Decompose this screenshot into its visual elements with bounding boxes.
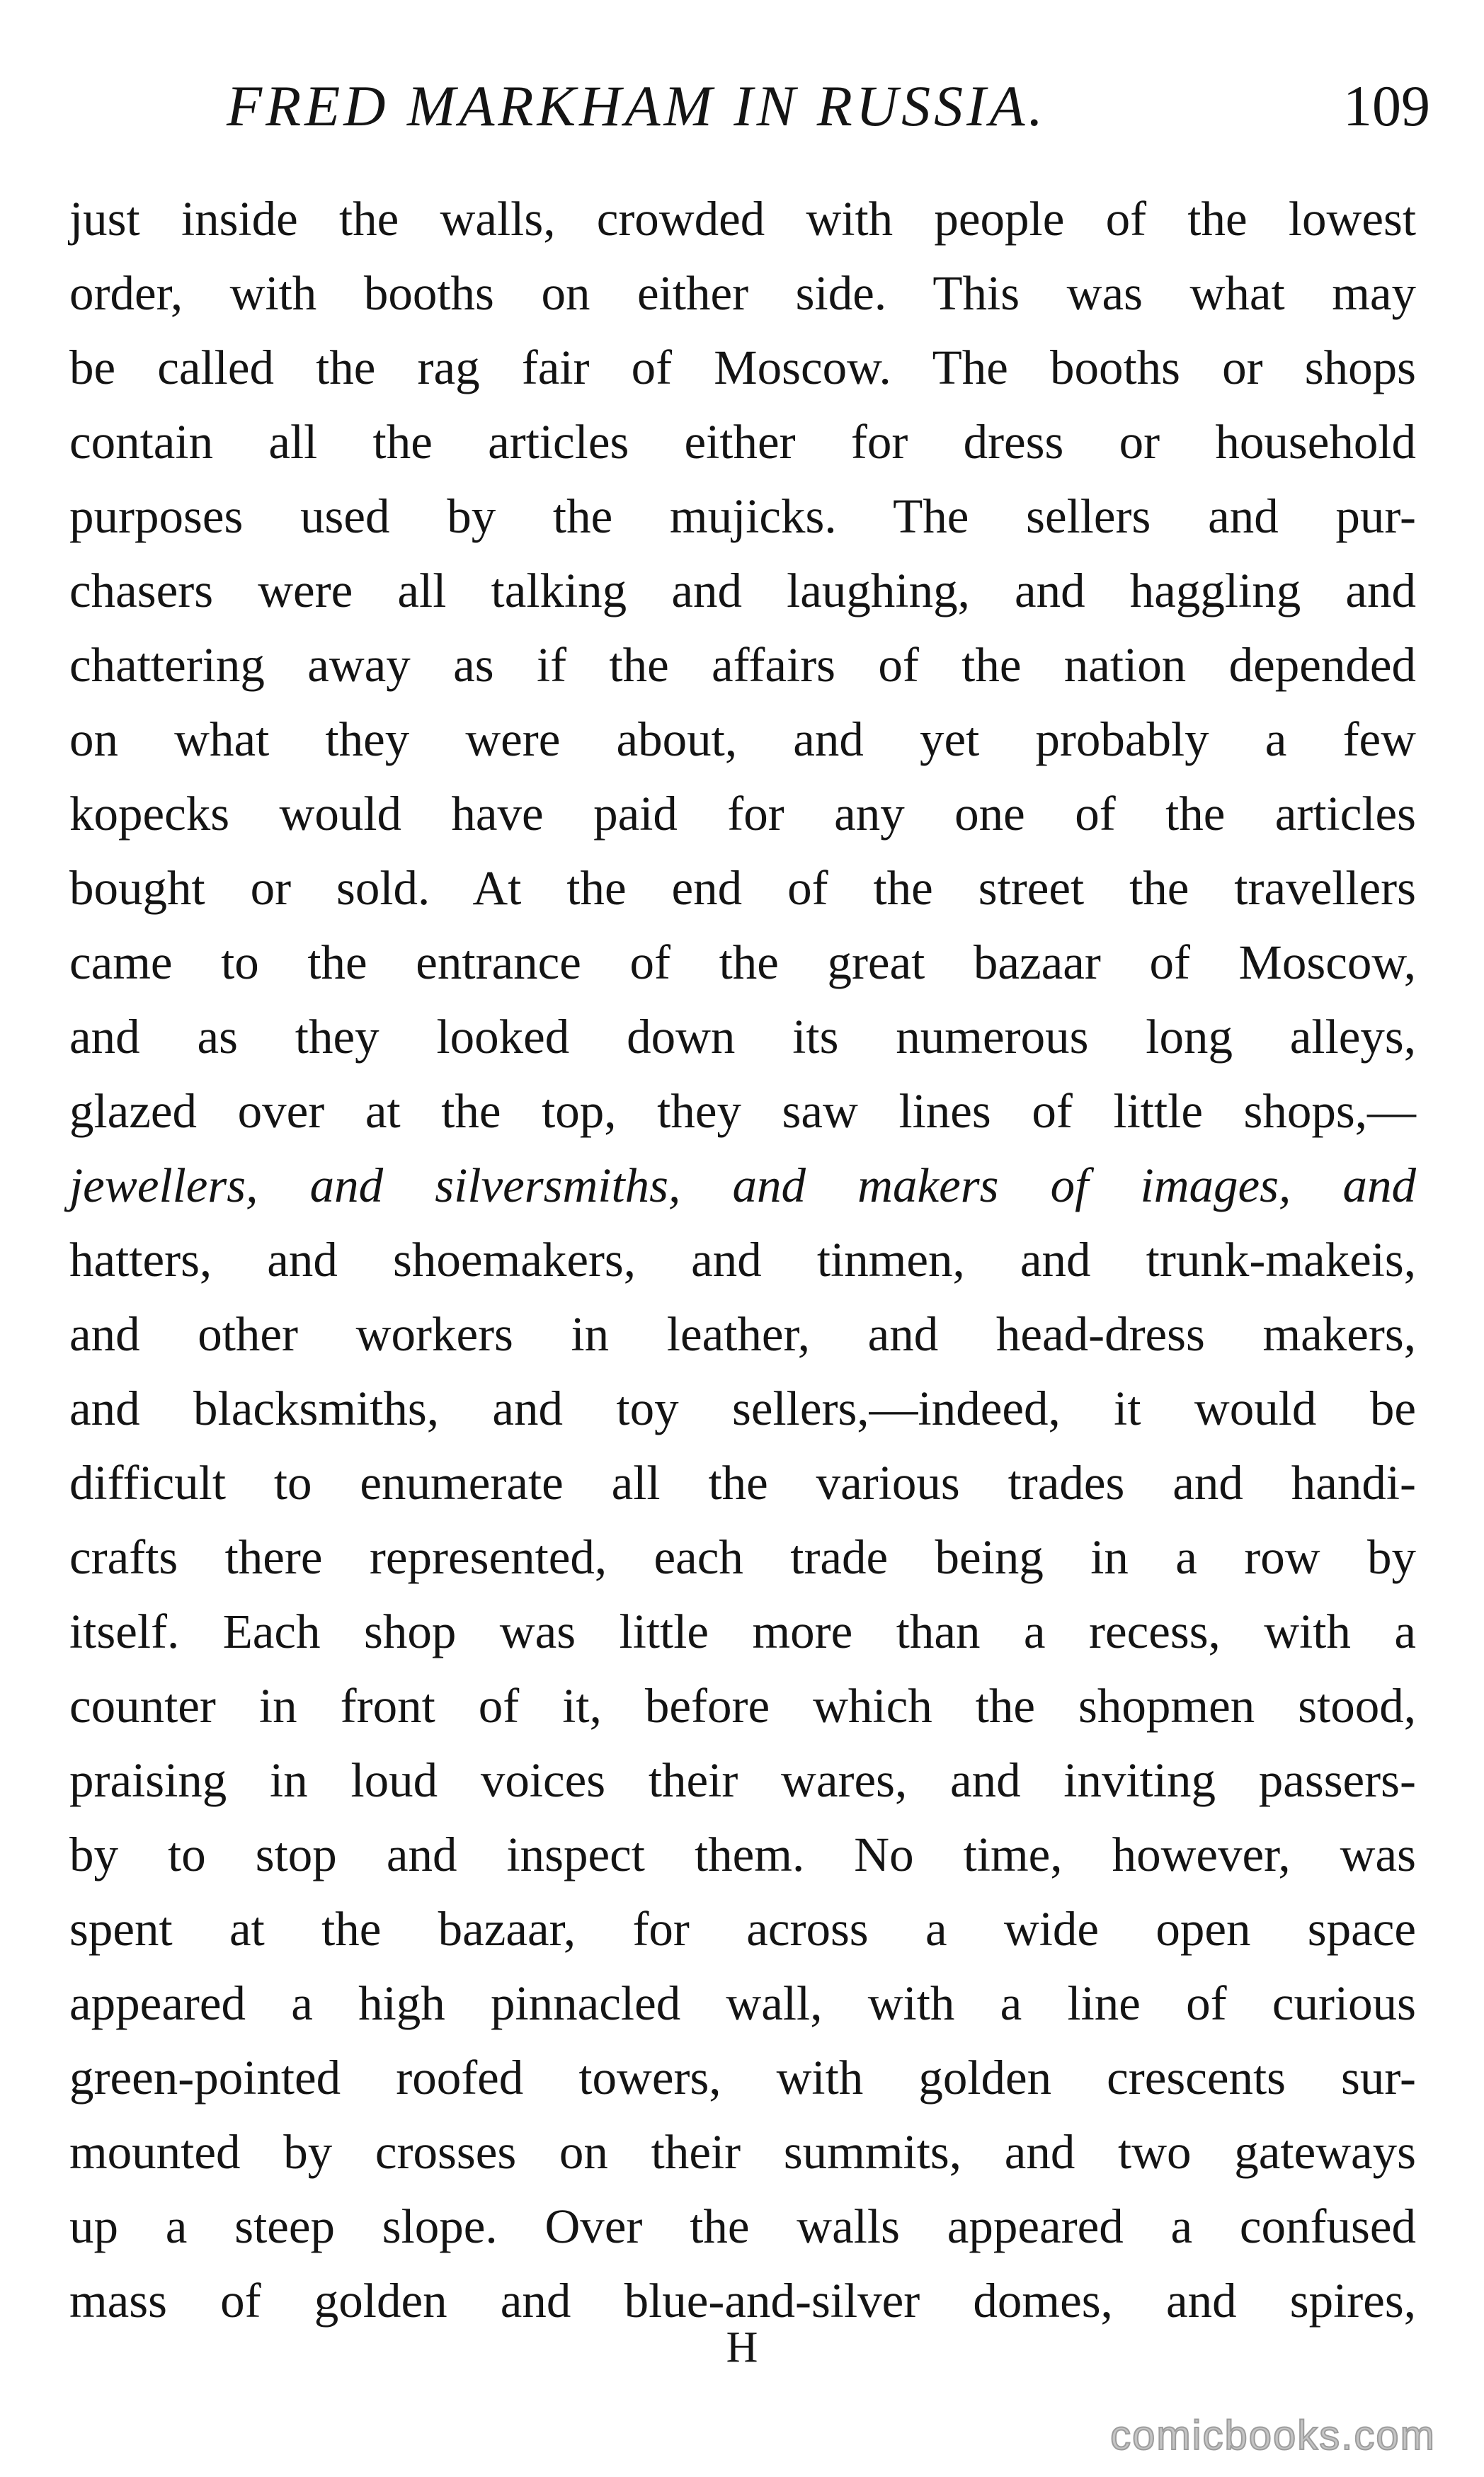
page-number: 109	[1343, 74, 1430, 138]
text-line: crafts there represented, each trade being in a row by	[69, 1530, 1416, 1584]
text-line: purposes used by the mujicks. The sellers and pur-	[69, 489, 1416, 543]
text-line: on what they were about, and yet probably a few	[69, 712, 1416, 766]
text-line: and as they looked down its numerous long alleys,	[69, 1010, 1416, 1064]
text-line: mass of golden and blue-and-silver domes, and spires,	[69, 2274, 1416, 2328]
text-line: by to stop and inspect them. No time, however, was	[69, 1828, 1416, 1881]
text-line: and blacksmiths, and toy sellers,—indeed, it would be	[69, 1382, 1416, 1435]
text-line: be called the rag fair of Moscow. The booths or shops	[69, 341, 1416, 394]
text-line: hatters, and shoemakers, and tinmen, and trunk-makeis,	[69, 1233, 1416, 1287]
text-line: came to the entrance of the great bazaar of Moscow,	[69, 935, 1416, 989]
text-line: kopecks would have paid for any one of the articles	[69, 787, 1416, 841]
text-line: itself. Each shop was little more than a recess, with a	[69, 1605, 1416, 1658]
text-line: glazed over at the top, they saw lines of little shops,—	[69, 1084, 1416, 1138]
text-line: appeared a high pinnacled wall, with a line of curious	[69, 1976, 1416, 2030]
text-line: contain all the articles either for dress or household	[69, 415, 1416, 469]
text-line: up a steep slope. Over the walls appeared a confused	[69, 2199, 1416, 2253]
text-line: order, with booths on either side. This was what may	[69, 266, 1416, 320]
text-line: just inside the walls, crowded with people of the lowest	[69, 192, 1416, 246]
body-text	[69, 182, 1416, 2338]
text-line: praising in loud voices their wares, and inviting passers-	[69, 1753, 1416, 1807]
text-line: bought or sold. At the end of the street the travellers	[69, 861, 1416, 915]
text-line: difficult to enumerate all the various trades and handi-	[69, 1456, 1416, 1510]
watermark: comicbooks.com	[1110, 2413, 1436, 2459]
text-line: chattering away as if the affairs of the nation depended	[69, 638, 1416, 692]
text-line: jewellers, and silversmiths, and makers of images, and	[69, 1158, 1416, 1212]
text-line: chasers were all talking and laughing, and haggling and	[69, 564, 1416, 617]
text-line: and other workers in leather, and head-dress makers,	[69, 1307, 1416, 1361]
text-line: green-pointed roofed towers, with golden crescents sur-	[69, 2051, 1416, 2105]
text-line: spent at the bazaar, for across a wide open space	[69, 1902, 1416, 1956]
running-title: FRED MARKHAM IN RUSSIA.	[227, 74, 1046, 138]
text-line: counter in front of it, before which the shopmen stood,	[69, 1679, 1416, 1733]
signature-mark: H	[726, 2323, 758, 2371]
running-header	[64, 67, 1430, 145]
text-line: mounted by crosses on their summits, and two gateways	[69, 2125, 1416, 2179]
